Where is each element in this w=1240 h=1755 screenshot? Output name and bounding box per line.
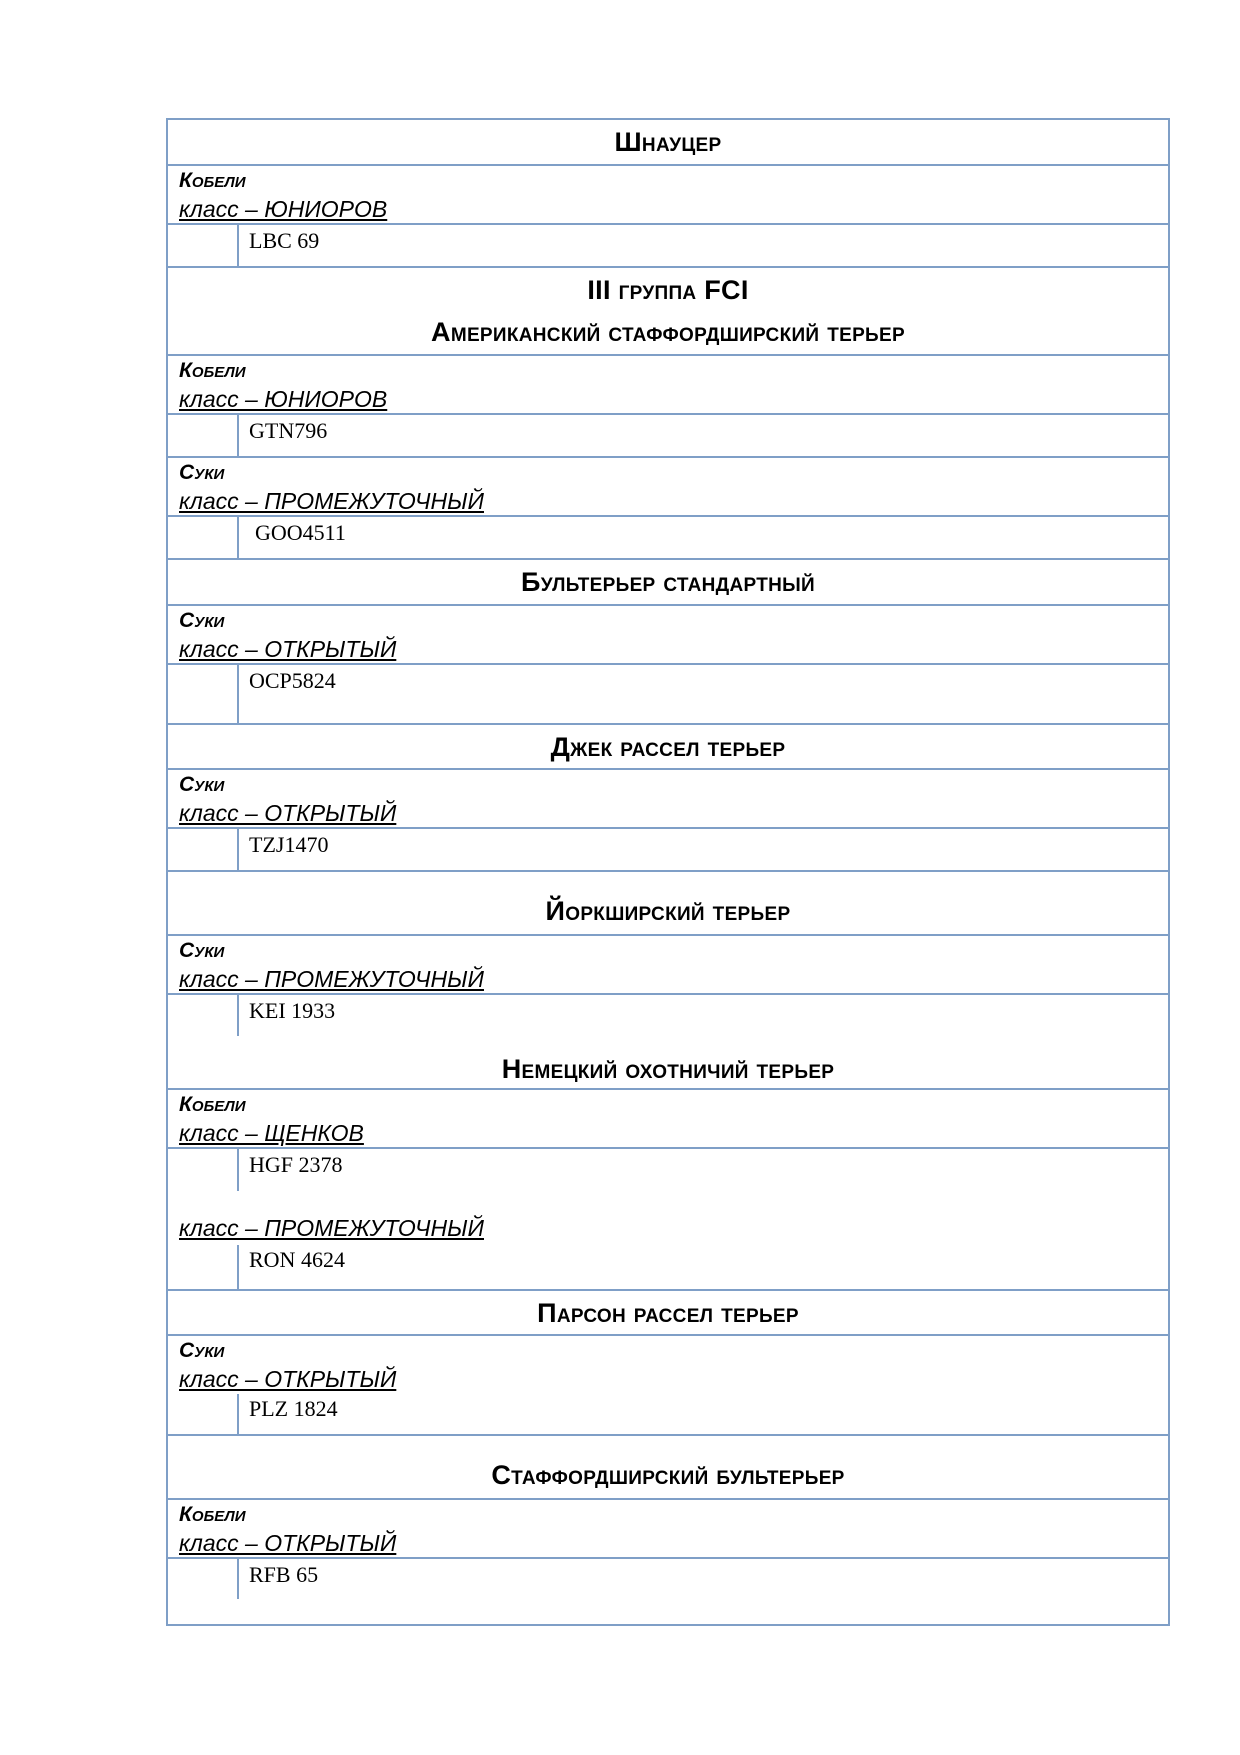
entry-row xyxy=(168,829,1168,872)
entry-code: GTN796 xyxy=(249,418,328,443)
entry-row xyxy=(168,517,1168,560)
column-divider xyxy=(237,415,239,456)
column-divider xyxy=(237,225,239,266)
group-title: III группа FCI xyxy=(587,275,749,305)
breed-title-schnauzer: Шнауцер xyxy=(168,120,1168,166)
class-row xyxy=(168,606,1168,665)
class-label: класс – ОТКРЫТЫЙ xyxy=(179,800,397,826)
entry-code: PLZ 1824 xyxy=(249,1396,338,1421)
sex-label: Кобели xyxy=(179,169,246,192)
class-row xyxy=(168,1090,1168,1149)
entry-row xyxy=(168,415,1168,458)
column-divider xyxy=(237,1559,239,1599)
column-divider xyxy=(237,1245,239,1289)
entry-code: GOO4511 xyxy=(255,520,346,545)
breed-title-jack-russell: Джек рассел терьер xyxy=(168,725,1168,770)
entry-code: OCP5824 xyxy=(249,668,336,693)
class-label: класс – ОТКРЫТЫЙ xyxy=(179,636,397,662)
entry-code: RFB 65 xyxy=(249,1562,319,1587)
sex-label: Кобели xyxy=(179,1503,246,1526)
entry-code: TZJ1470 xyxy=(249,832,329,857)
entry-row xyxy=(168,1559,1168,1599)
class-row xyxy=(168,936,1168,995)
column-divider xyxy=(237,829,239,870)
sex-label: Кобели xyxy=(179,359,246,382)
entry-code: HGF 2378 xyxy=(249,1152,343,1177)
class-label: класс – ПРОМЕЖУТОЧНЫЙ xyxy=(179,1215,484,1241)
entry-group xyxy=(168,1149,1168,1291)
column-divider xyxy=(237,1394,239,1434)
breed-title-amstaff: Американский стаффордширский терьер xyxy=(431,317,905,347)
class-label: класс – ПРОМЕЖУТОЧНЫЙ xyxy=(179,488,484,514)
entry-row xyxy=(168,225,1168,268)
sex-label: Кобели xyxy=(179,1093,246,1116)
entry-code: RON 4624 xyxy=(249,1247,345,1272)
group-header xyxy=(168,268,1168,356)
breed-title-bullterrier: Бультерьер стандартный xyxy=(168,560,1168,606)
class-label: класс – ПРОМЕЖУТОЧНЫЙ xyxy=(179,966,484,992)
class-label: класс – ЮНИОРОВ xyxy=(179,196,388,222)
column-divider xyxy=(237,1149,239,1191)
class-label: класс – ЮНИОРОВ xyxy=(179,386,388,412)
class-label: класс – ОТКРЫТЫЙ xyxy=(179,1530,397,1556)
class-row xyxy=(168,770,1168,829)
sex-label: Суки xyxy=(179,609,225,632)
breed-title-staffordshire-bull-terrier: Стаффордширский бультерьер xyxy=(168,1436,1168,1500)
entry-code: LBC 69 xyxy=(249,228,320,253)
class-row xyxy=(168,1500,1168,1559)
sex-label: Суки xyxy=(179,1339,225,1362)
column-divider xyxy=(237,995,239,1036)
entry-row xyxy=(168,665,1168,725)
breed-title-german-hunting-terrier: Немецкий охотничий терьер xyxy=(168,1038,1168,1090)
class-row xyxy=(168,458,1168,517)
column-divider xyxy=(237,517,239,558)
class-label: класс – ОТКРЫТЫЙ xyxy=(179,1366,397,1392)
class-label: класс – ЩЕНКОВ xyxy=(179,1120,364,1146)
class-row xyxy=(168,1336,1168,1436)
sex-label: Суки xyxy=(179,939,225,962)
breed-title-parson-russell: Парсон рассел терьер xyxy=(168,1291,1168,1336)
sex-label: Суки xyxy=(179,773,225,796)
class-row xyxy=(168,166,1168,225)
column-divider xyxy=(237,665,239,723)
catalog-table xyxy=(166,118,1170,1626)
class-row xyxy=(168,356,1168,415)
sex-label: Суки xyxy=(179,461,225,484)
entry-row xyxy=(168,995,1168,1038)
breed-title-yorkshire: Йоркширский терьер xyxy=(168,872,1168,936)
entry-code: KEI 1933 xyxy=(249,998,336,1023)
